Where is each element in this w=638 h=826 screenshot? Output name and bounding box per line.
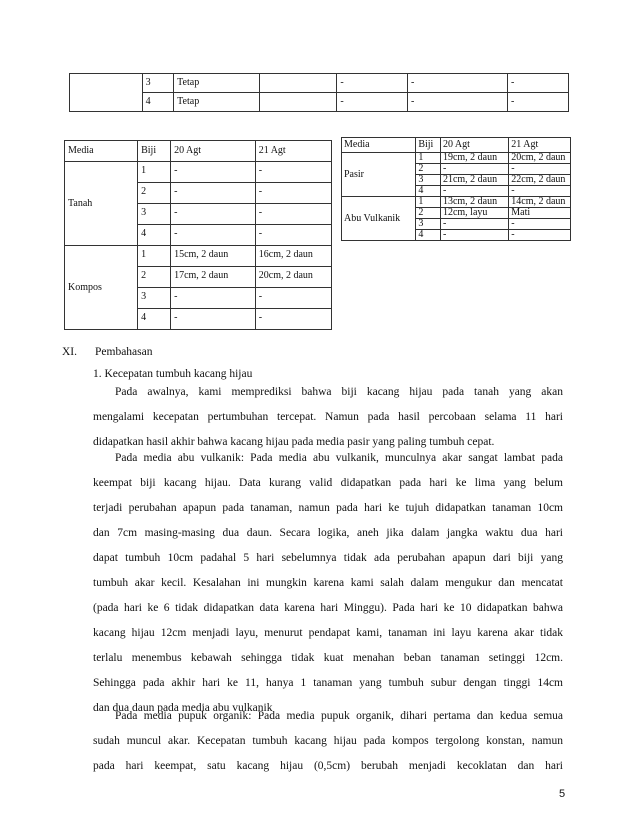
table-cell: - — [440, 219, 508, 230]
table-cell: - — [337, 74, 408, 93]
paragraph-line: dan dua daun pada media abu vulkanik — [93, 702, 273, 714]
table-cell: - — [171, 225, 256, 246]
table-cell: 4 — [142, 93, 174, 112]
subsection-heading: 1. Kecepatan tumbuh kacang hijau — [93, 368, 253, 380]
table-cell: 14cm, 2 daun — [509, 197, 571, 208]
right-table — [341, 137, 571, 241]
table-cell: - — [171, 183, 256, 204]
table-cell: 19cm, 2 daun — [440, 153, 508, 164]
paragraph-line: Sehingga pada akhir hari ke 11, hanya 1 tanaman yang tumbuh subur dengan tinggi 14cm — [93, 677, 563, 689]
table-header-cell: 20 Agt — [171, 141, 256, 162]
paragraph-line: (pada hari ke 6 tidak didapatkan data karena hari Minggu). Pada hari ke 10 didapatkan bahwa — [93, 602, 563, 614]
table-cell: - — [508, 74, 569, 93]
table-cell: - — [171, 204, 256, 225]
paragraph-line: dan 7cm masing-masing dua daun. Secara logika, aneh jika dalam jangka waktu dua hari — [93, 527, 563, 539]
paragraph-line: dapat tumbuh 10cm padahal 5 hari sebelumnya tidak ada perubahan apapun dari biji yang — [93, 552, 563, 564]
table-header-cell: Biji — [138, 141, 171, 162]
table-cell: - — [509, 230, 571, 241]
table-cell: 3 — [138, 288, 171, 309]
table-cell — [259, 93, 336, 112]
table-cell: 2 — [138, 183, 171, 204]
table-cell: - — [171, 162, 256, 183]
section-number: XI. — [62, 346, 78, 358]
table-cell: 1 — [138, 246, 171, 267]
table-cell: - — [171, 288, 256, 309]
table-cell: - — [509, 186, 571, 197]
table-row — [65, 246, 332, 267]
media-cell: Pasir — [342, 153, 416, 197]
table-cell: - — [255, 225, 331, 246]
table-cell — [259, 74, 336, 93]
paragraph-line: keempat biji kacang hijau. Data kurang valid didapatkan pada hari ke lima yang belum — [93, 477, 563, 489]
table-cell: 2 — [416, 164, 441, 175]
table-row — [342, 153, 571, 164]
table-header-row — [342, 138, 571, 153]
section-title: Pembahasan — [95, 346, 153, 358]
table-cell: 2 — [138, 267, 171, 288]
table-row — [70, 93, 569, 112]
table-header-row — [65, 141, 332, 162]
paragraph-line: pada hari keempat, satu kacang hijau (0,5cm) berubah menjadi kecoklatan dan hari — [93, 760, 563, 772]
table-cell — [70, 74, 143, 112]
paragraph-line: kacang hijau 12cm menjadi layu, menurut pendapat kami, tanaman ini layu karena akar tidak — [93, 627, 563, 639]
paragraph-2 — [93, 446, 563, 721]
table-cell: 3 — [416, 219, 441, 230]
table-row — [342, 197, 571, 208]
table-cell: - — [255, 309, 331, 330]
table-cell: 4 — [138, 225, 171, 246]
table-cell: 2 — [416, 208, 441, 219]
table-cell: - — [509, 219, 571, 230]
table-header-cell: 20 Agt — [440, 138, 508, 153]
page-number: 5 — [559, 788, 566, 800]
table-cell: Tetap — [174, 93, 260, 112]
table-cell: 3 — [138, 204, 171, 225]
table-cell: - — [440, 230, 508, 241]
table-cell: - — [255, 162, 331, 183]
paragraph-line: terjadi perubahan apapun pada tanaman, namun pada hari ke tujuh didapatkan tanaman 10cm — [93, 502, 563, 514]
paragraph-line: didapatkan hasil akhir bahwa kacang hijau pada media pasir yang paling tumbuh cepat. — [93, 436, 495, 448]
table-cell: - — [408, 74, 508, 93]
table-cell: 4 — [416, 230, 441, 241]
table-cell: 15cm, 2 daun — [171, 246, 256, 267]
table-cell: - — [440, 164, 508, 175]
table-header-cell: 21 Agt — [509, 138, 571, 153]
paragraph-line: Pada media abu vulkanik: Pada media abu vulkanik, munculnya akar sangat lambat pada — [115, 452, 563, 464]
table-row — [70, 74, 569, 93]
table-cell: 1 — [416, 197, 441, 208]
left-table — [64, 140, 332, 330]
paragraph-line: terlalu menembus kebawah sehingga tidak kuat menahan beban tanaman setinggi 12cm. — [93, 652, 563, 664]
media-cell: Kompos — [65, 246, 138, 330]
table-row — [65, 162, 332, 183]
paragraph-1 — [93, 380, 563, 455]
table-cell: 17cm, 2 daun — [171, 267, 256, 288]
table-cell: 16cm, 2 daun — [255, 246, 331, 267]
table-cell: 3 — [416, 175, 441, 186]
table-cell: 20cm, 2 daun — [255, 267, 331, 288]
table-cell: 3 — [142, 74, 174, 93]
table-cell: - — [508, 93, 569, 112]
table-cell: 22cm, 2 daun — [509, 175, 571, 186]
table-cell: - — [171, 309, 256, 330]
section-heading — [62, 346, 152, 358]
media-cell: Abu Vulkanik — [342, 197, 416, 241]
table-cell: - — [255, 183, 331, 204]
table-cell: - — [255, 288, 331, 309]
table-cell: 12cm, layu — [440, 208, 508, 219]
table-cell: 13cm, 2 daun — [440, 197, 508, 208]
paragraph-line: tumbuh akar kecil. Kesalahan ini mungkin karena kami salah dalam mengukur dan mencatat — [93, 577, 563, 589]
table-cell: 21cm, 2 daun — [440, 175, 508, 186]
table-cell: - — [408, 93, 508, 112]
table-header-cell: 21 Agt — [255, 141, 331, 162]
media-cell: Tanah — [65, 162, 138, 246]
table-cell: 4 — [138, 309, 171, 330]
paragraph-line: sudah muncul akar. Kecepatan tumbuh kacang hijau pada kompos tergolong konstan, namun — [93, 735, 563, 747]
table-cell: Tetap — [174, 74, 260, 93]
table-cell: 1 — [138, 162, 171, 183]
top-table — [69, 73, 569, 112]
table-cell: - — [337, 93, 408, 112]
table-header-cell: Media — [342, 138, 416, 153]
table-cell: 20cm, 2 daun — [509, 153, 571, 164]
table-cell: - — [255, 204, 331, 225]
table-cell: Mati — [509, 208, 571, 219]
paragraph-3 — [93, 704, 563, 779]
paragraph-line: Pada media pupuk organik: Pada media pupuk organik, dihari pertama dan kedua semua — [115, 710, 563, 722]
table-cell: 4 — [416, 186, 441, 197]
table-cell: - — [440, 186, 508, 197]
paragraph-line: Pada awalnya, kami memprediksi bahwa biji kacang hijau pada tanah yang akan — [115, 386, 563, 398]
table-cell: 1 — [416, 153, 441, 164]
paragraph-line: mengalami kecepatan pertumbuhan tercepat. Namun pada hasil percobaan selama 11 hari — [93, 411, 563, 423]
table-cell: - — [509, 164, 571, 175]
table-header-cell: Biji — [416, 138, 441, 153]
table-header-cell: Media — [65, 141, 138, 162]
